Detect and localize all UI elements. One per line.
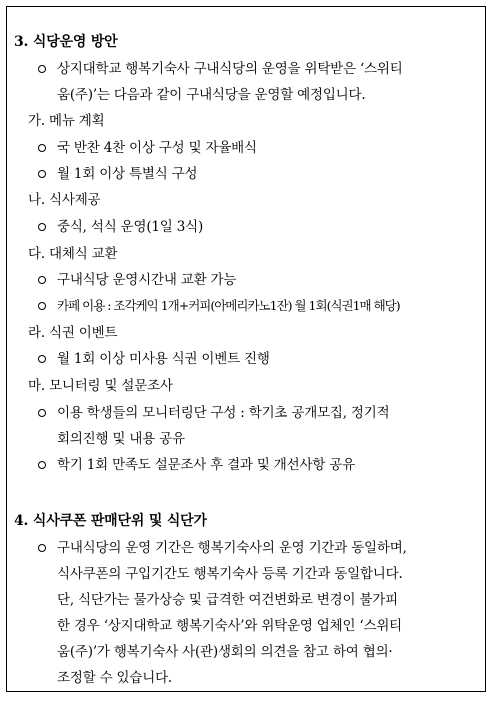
ga-item-2: 월 1회 이상 특별식 구성 xyxy=(57,166,198,182)
section4-line-1: 구내식당의 운영 기간은 행복기숙사의 운영 기간과 동일하며, xyxy=(57,540,407,556)
bullet-icon xyxy=(38,223,46,231)
bullet-icon xyxy=(38,544,46,552)
bullet-icon xyxy=(38,144,46,152)
bullet-icon xyxy=(38,65,46,73)
section4-line-3: 단, 식단가는 물가상승 및 급격한 여건변화로 변경이 불가피 xyxy=(57,592,398,608)
bullet-icon xyxy=(38,355,46,363)
bullet-icon xyxy=(38,170,46,178)
da-item-2: 카페 이용 : 조각케익 1개+커피(아메리카노1잔) 월 1회(식권1매 해당) xyxy=(57,298,400,313)
ra-item-1: 월 1회 이상 미사용 식권 이벤트 진행 xyxy=(57,351,270,367)
document-frame xyxy=(6,6,486,692)
bullet-icon xyxy=(38,276,46,284)
bullet-icon xyxy=(38,461,46,469)
section3-intro-line1: 상지대학교 행복기숙사 구내식당의 운영을 위탁받은 ‘스위티 xyxy=(57,61,403,77)
subsection-ra-label: 라. 식권 이벤트 xyxy=(28,325,118,341)
ma-item-1-line2: 회의진행 및 내용 공유 xyxy=(57,431,185,447)
na-item-1: 중식, 석식 운영(1일 3식) xyxy=(57,219,204,235)
subsection-ga-label: 가. 메뉴 계획 xyxy=(28,113,105,129)
section3-intro-line2: 움(주)’는 다음과 같이 구내식당을 운영할 예정입니다. xyxy=(57,87,366,103)
section4-title: 4. 식사쿠폰 판매단위 및 식단가 xyxy=(14,513,207,529)
section4-line-5: 움(주)’가 행복기숙사 사(관)생회의 의견을 참고 하여 협의· xyxy=(57,644,393,660)
section4-line-2: 식사쿠폰의 구입기간도 행복기숙사 등록 기간과 동일합니다. xyxy=(57,566,403,582)
section4-line-6: 조정할 수 있습니다. xyxy=(57,670,173,686)
subsection-na-label: 나. 식사제공 xyxy=(28,192,101,208)
da-item-1: 구내식당 운영시간내 교환 가능 xyxy=(57,272,237,288)
subsection-ma-label: 마. 모니터링 및 설문조사 xyxy=(28,378,173,394)
ma-item-2: 학기 1회 만족도 설문조사 후 결과 및 개선사항 공유 xyxy=(57,457,355,473)
ma-item-1-line1: 이용 학생들의 모니터링단 구성 : 학기초 공개모집, 정기적 xyxy=(57,405,390,421)
section3-title: 3. 식당운영 방안 xyxy=(14,34,118,50)
section4-line-4: 한 경우 ‘상지대학교 행복기숙사’와 위탁운영 업체인 ‘스위티 xyxy=(57,618,403,634)
bullet-icon xyxy=(38,302,46,310)
subsection-da-label: 다. 대체식 교환 xyxy=(28,246,118,262)
bullet-icon xyxy=(38,409,46,417)
ga-item-1: 국 반찬 4찬 이상 구성 및 자율배식 xyxy=(57,140,257,156)
